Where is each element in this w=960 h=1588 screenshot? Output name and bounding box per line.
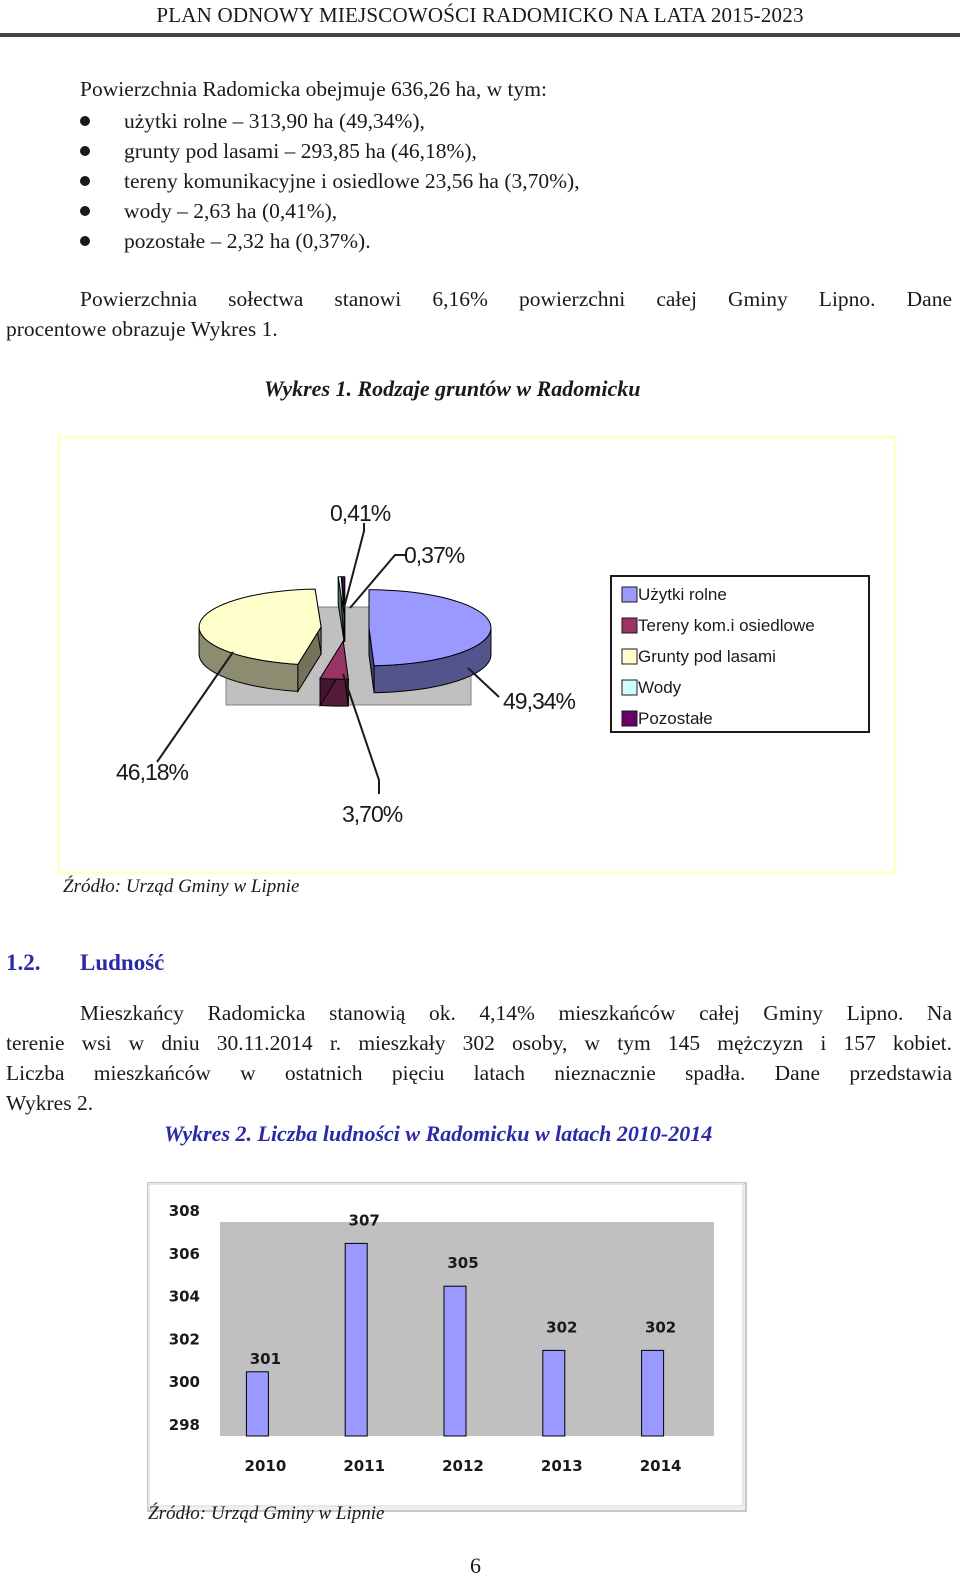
chart2-caption: Wykres 2. Liczba ludności w Radomicku w latach 2010-2014 bbox=[164, 1121, 713, 1146]
legend-label: Pozostałe bbox=[638, 709, 713, 728]
chart2-source: Źródło: Urząd Gminy w Lipnie bbox=[148, 1503, 385, 1524]
chart1-source: Źródło: Urząd Gminy w Lipnie bbox=[63, 876, 300, 897]
section-number: 1.2. bbox=[6, 950, 41, 975]
legend-label: Tereny kom.i osiedlowe bbox=[638, 616, 815, 635]
bar-value-label: 307 bbox=[348, 1211, 380, 1230]
legend-label: Użytki rolne bbox=[638, 585, 727, 604]
paragraph-line: procentowe obrazuje Wykres 1. bbox=[6, 317, 278, 341]
bar-2011 bbox=[345, 1243, 367, 1436]
bar-value-label: 301 bbox=[249, 1349, 282, 1368]
bar-2014 bbox=[642, 1350, 664, 1436]
bar-2013 bbox=[543, 1350, 565, 1436]
header-title: PLAN ODNOWY MIEJSCOWOŚCI RADOMICKO NA LATA 2015-2023 bbox=[156, 3, 804, 27]
bar-value-label: 302 bbox=[644, 1318, 677, 1337]
intro-line: Powierzchnia Radomicka obejmuje 636,26 ha, w tym: bbox=[80, 77, 547, 101]
y-tick-label: 308 bbox=[168, 1202, 200, 1220]
data-label-pozostale: 0,37% bbox=[404, 542, 465, 568]
paragraph-line: Powierzchnia sołectwa stanowi 6,16% powierzchni całej Gminy Lipno. Dane bbox=[80, 287, 952, 311]
paragraph-line: terenie wsi w dniu 30.11.2014 r. mieszkały 302 osoby, w tym 145 mężczyzn i 157 kobiet. bbox=[6, 1031, 952, 1055]
x-category-label: 2012 bbox=[442, 1457, 484, 1475]
paragraph-line: Wykres 2. bbox=[6, 1091, 94, 1115]
data-label-wody: 0,41% bbox=[330, 500, 391, 526]
paragraph-line: Liczba mieszkańców w ostatnich pięciu latach nieznacznie spadła. Dane przedstawia bbox=[6, 1061, 952, 1085]
y-tick-label: 302 bbox=[168, 1330, 200, 1349]
bar-value-label: 305 bbox=[447, 1254, 479, 1273]
legend-label: Grunty pod lasami bbox=[638, 647, 776, 666]
data-label-grunty: 46,18% bbox=[116, 759, 189, 785]
page-number: 6 bbox=[470, 1553, 481, 1578]
data-label-tereny: 3,70% bbox=[342, 801, 403, 827]
y-tick-label: 304 bbox=[168, 1287, 200, 1306]
bar-value-label: 302 bbox=[546, 1318, 578, 1337]
y-tick-label: 300 bbox=[168, 1373, 200, 1392]
list-item: tereny komunikacyjne i osiedlowe 23,56 ha (3,70%), bbox=[124, 169, 580, 193]
section-title: Ludność bbox=[80, 950, 165, 975]
x-category-label: 2011 bbox=[343, 1457, 386, 1475]
y-tick-label: 306 bbox=[168, 1244, 200, 1263]
x-category-label: 2014 bbox=[639, 1457, 682, 1475]
paragraph-line: Mieszkańcy Radomicka stanowią ok. 4,14% mieszkańców całej Gminy Lipno. Na bbox=[80, 1001, 952, 1025]
data-label-uzytki: 49,34% bbox=[503, 688, 576, 714]
list-item: użytki rolne – 313,90 ha (49,34%), bbox=[124, 109, 425, 133]
y-tick-label: 298 bbox=[168, 1416, 200, 1434]
legend-label: Wody bbox=[638, 678, 682, 697]
x-category-label: 2013 bbox=[540, 1457, 583, 1475]
bar-2012 bbox=[444, 1286, 466, 1436]
x-category-label: 2010 bbox=[244, 1457, 287, 1475]
list-item: wody – 2,63 ha (0,41%), bbox=[124, 199, 338, 223]
chart1-caption: Wykres 1. Rodzaje gruntów w Radomicku bbox=[264, 376, 641, 401]
list-item: grunty pod lasami – 293,85 ha (46,18%), bbox=[124, 139, 477, 163]
bar-2010 bbox=[246, 1372, 268, 1436]
list-item: pozostałe – 2,32 ha (0,37%). bbox=[124, 229, 371, 253]
